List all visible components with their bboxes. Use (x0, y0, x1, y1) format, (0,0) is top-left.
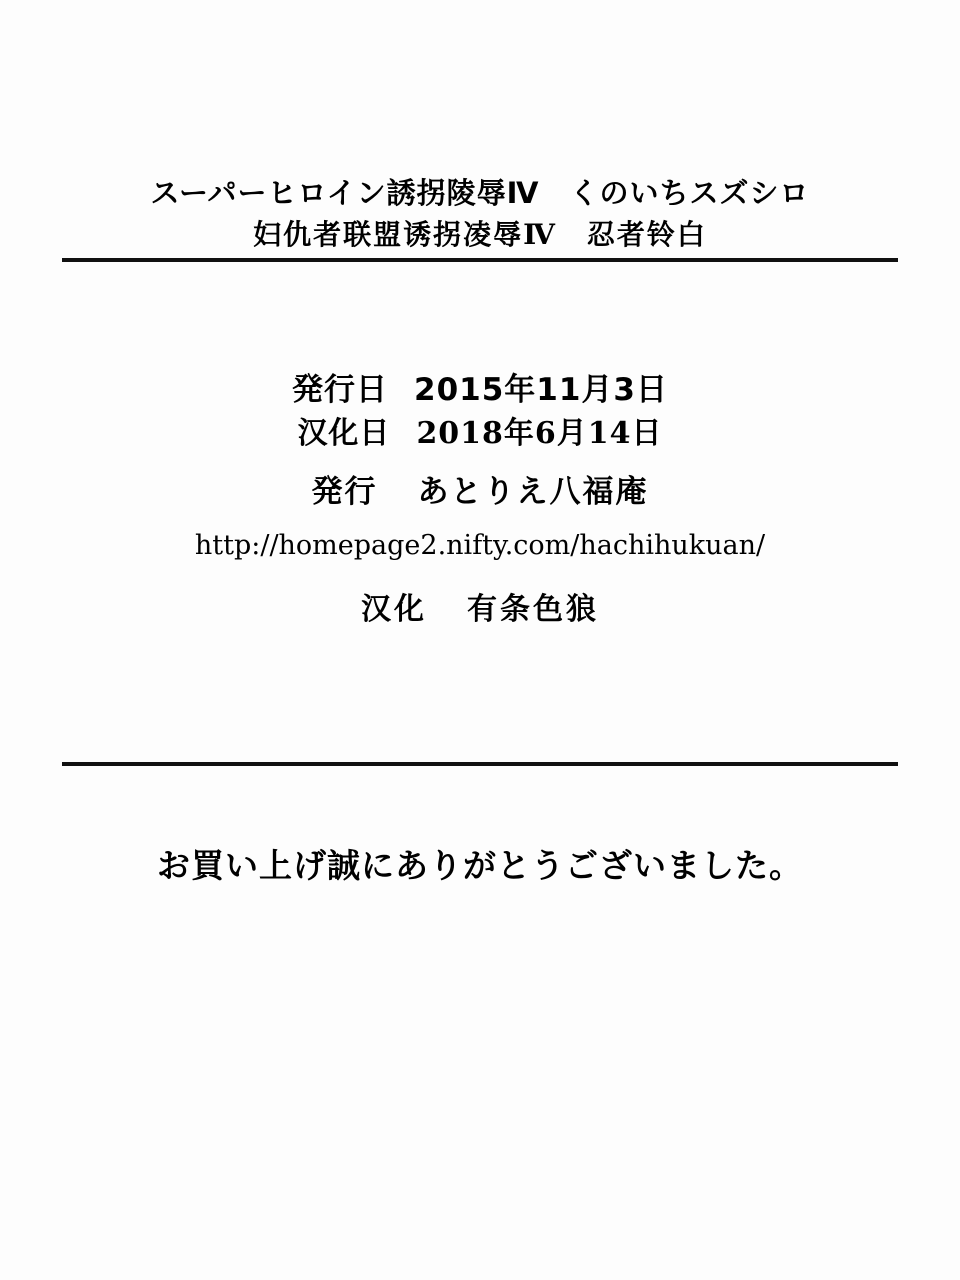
translation-date-label: 汉化日 (297, 416, 391, 451)
divider-bottom (62, 762, 898, 766)
colophon-block (0, 368, 960, 632)
translator-value: 有条色狼 (467, 592, 599, 627)
title-japanese: スーパーヒロイン誘拐陵辱Ⅳ くのいちスズシロ (150, 176, 810, 210)
translation-date-row (0, 412, 960, 456)
publisher-url[interactable]: http://homepage2.nifty.com/hachihukuan/ (194, 530, 766, 561)
divider-top (62, 258, 898, 262)
translator-label: 汉化 (361, 592, 427, 627)
translator-row (0, 588, 960, 632)
publisher-row (0, 470, 960, 514)
publication-date-label: 発行日 (292, 372, 388, 408)
publication-date-row (0, 368, 960, 412)
title-block (0, 172, 960, 256)
publication-date-value: 2015年11月3日 (414, 372, 668, 408)
publisher-label: 発行 (311, 474, 378, 510)
title-chinese: 妇仇者联盟诱拐凌辱Ⅳ 忍者铃白 (253, 218, 707, 251)
thank-you-message: お買い上げ誠にありがとうございました。 (157, 846, 803, 885)
publisher-value: あとりえ八福庵 (417, 474, 649, 510)
translation-date-value: 2018年6月14日 (416, 416, 663, 451)
